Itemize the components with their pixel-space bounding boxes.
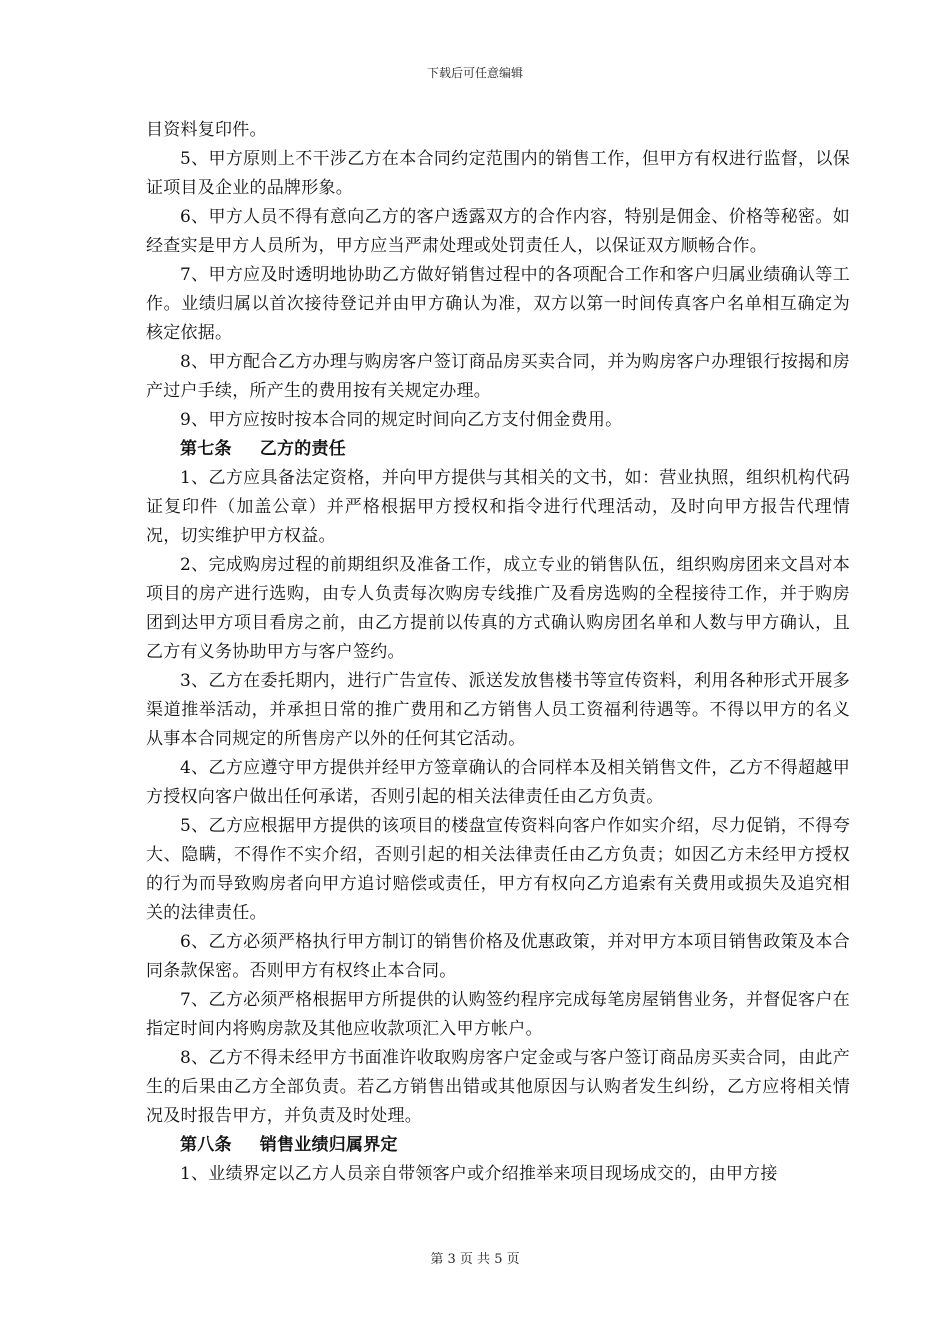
paragraph: 6、甲方人员不得有意向乙方的客户透露双方的合作内容，特别是佣金、价格等秘密。如经查实是甲方人员所为，甲方应当严肃处理或处罚责任人，以保证双方顺畅合作。 <box>146 207 850 256</box>
paragraph: 6、乙方必须严格执行甲方制订的销售价格及优惠政策，并对甲方本项目销售政策及本合同条款保密。否则甲方有权终止本合同。 <box>146 932 850 981</box>
paragraph: 目资料复印件。 <box>146 120 267 140</box>
document-body <box>146 116 850 1189</box>
section-heading <box>146 435 850 464</box>
paragraph: 7、乙方必须严格根据甲方所提供的认购签约程序完成每笔房屋销售业务，并督促客户在指定时间内将购房款及其他应收款项汇入甲方帐户。 <box>146 990 850 1039</box>
section-heading <box>146 1131 850 1160</box>
paragraph: 2、完成购房过程的前期组织及准备工作，成立专业的销售队伍，组织购房团来文昌对本项目的房产进行选购，由专人负责每次购房专线推广及看房选购的全程接待工作，并于购房团到达甲方项目看房之前，由乙方提前以传真的方式确认购房团名单和人数与甲方确认，且乙方有义务协助甲方与客户签约。 <box>146 555 850 662</box>
section-number: 第七条 <box>180 439 232 459</box>
paragraph: 1、乙方应具备法定资格，并向甲方提供与其相关的文书，如：营业执照，组织机构代码证复印件（加盖公章）并严格根据甲方授权和指令进行代理活动，及时向甲方报告代理情况，切实维护甲方权益。 <box>146 468 850 546</box>
paragraph: 8、乙方不得未经甲方书面准许收取购房客户定金或与客户签订商品房买卖合同，由此产生的后果由乙方全部负责。若乙方销售出错或其他原因与认购者发生纠纷，乙方应将相关情况及时报告甲方，并负责及时处理。 <box>146 1048 850 1126</box>
section-title: 销售业绩归属界定 <box>259 1135 398 1155</box>
paragraph: 7、甲方应及时透明地协助乙方做好销售过程中的各项配合工作和客户归属业绩确认等工作。业绩归属以首次接待登记并由甲方确认为准，双方以第一时间传真客户名单相互确定为核定依据。 <box>146 265 850 343</box>
section-title: 乙方的责任 <box>259 439 346 459</box>
page-header: 下载后可任意编辑 <box>426 66 523 80</box>
paragraph: 3、乙方在委托期内，进行广告宣传、派送发放售楼书等宣传资料，利用各种形式开展多渠道推举活动，并承担日常的推广费用和乙方销售人员工资福利待遇等。不得以甲方的名义从事本合同规定的所售房产以外的任何其它活动。 <box>146 671 850 749</box>
paragraph: 4、乙方应遵守甲方提供并经甲方签章确认的合同样本及相关销售文件，乙方不得超越甲方授权向客户做出任何承诺，否则引起的相关法律责任由乙方负责。 <box>146 758 850 807</box>
paragraph: 9、甲方应按时按本合同的规定时间向乙方支付佣金费用。 <box>180 410 623 430</box>
section-number: 第八条 <box>180 1135 232 1155</box>
paragraph: 5、甲方原则上不干涉乙方在本合同约定范围内的销售工作，但甲方有权进行监督，以保证项目及企业的品牌形象。 <box>146 149 850 198</box>
paragraph: 8、甲方配合乙方办理与购房客户签订商品房买卖合同，并为购房客户办理银行按揭和房产过户手续，所产生的费用按有关规定办理。 <box>146 352 850 401</box>
page-footer: 第 3 页 共 5 页 <box>430 1252 520 1267</box>
paragraph: 1、业绩界定以乙方人员亲自带领客户或介绍推举来项目现场成交的，由甲方接 <box>180 1164 778 1184</box>
paragraph: 5、乙方应根据甲方提供的该项目的楼盘宣传资料向客户作如实介绍，尽力促销，不得夸大、隐瞒，不得作不实介绍，否则引起的相关法律责任由乙方负责；如因乙方未经甲方授权的行为而导致购房者向甲方追讨赔偿或责任，甲方有权向乙方追索有关费用或损失及追究相关的法律责任。 <box>146 816 850 923</box>
